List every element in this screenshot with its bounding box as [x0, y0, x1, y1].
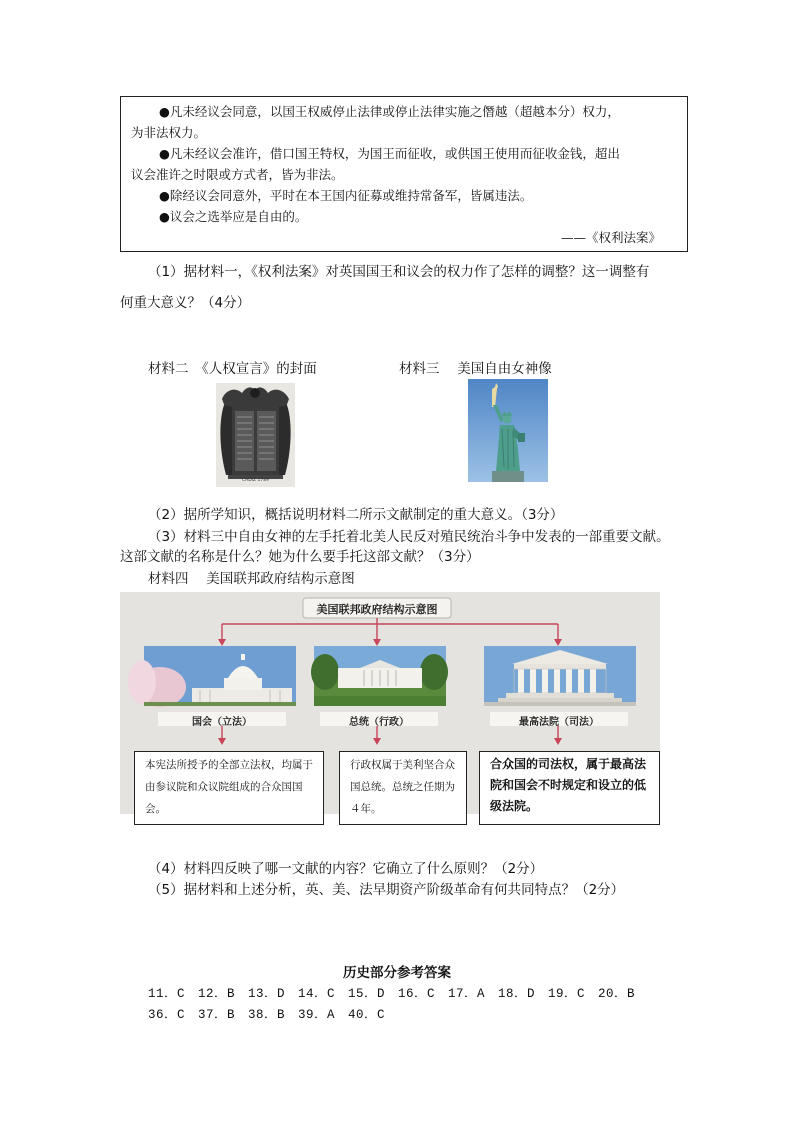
government-structure-figure	[120, 592, 660, 814]
question-3-line2: 这部文献的名称是什么？她为什么要手托这部文献？（3分）	[120, 549, 480, 565]
material1-line: 议会准许之时限或方式者，皆为非法。	[131, 167, 344, 182]
answers-title: 历史部分参考答案	[343, 965, 451, 981]
material1-source: ——《权利法案》	[560, 230, 661, 245]
branch-caption-president: 总统（行政）	[349, 717, 409, 728]
question-4: （4）材料四反映了哪一文献的内容？它确立了什么原则？（2分）	[148, 861, 544, 877]
material1-box	[120, 96, 688, 252]
statue-of-liberty-image	[468, 379, 548, 482]
figure-title: 美国联邦政府结构示意图	[316, 603, 438, 616]
branch-caption-court: 最高法院（司法）	[519, 717, 599, 728]
branch-caption-congress: 国会（立法）	[192, 717, 252, 728]
supreme-court-photo	[484, 646, 636, 706]
branch-text-president: 行政权属于美利坚合众国总统。总统之任期为４年。	[339, 751, 467, 825]
white-house-photo	[311, 646, 448, 706]
material1-line: ●凡未经议会准许，借口国王特权，为国王而征收，或供国王使用而征收金钱，超出	[159, 146, 620, 161]
question-2: （2）据所学知识，概括说明材料二所示文献制定的重大意义。（3分）	[148, 507, 564, 523]
answers-row-1: 11．C 12．B 13．D 14．C 15．D 16．C 17．A 18．D 19．C 20．B	[148, 987, 636, 1001]
material4-label: 材料四 美国联邦政府结构示意图	[148, 571, 355, 587]
material3-label: 材料三 美国自由女神像	[399, 361, 552, 377]
question-5: （5）据材料和上述分析，英、美、法早期资产阶级革命有何共同特点？（2分）	[148, 882, 625, 898]
material1-line: 为非法权力。	[131, 125, 207, 140]
material1-line: ●议会之选举应是自由的。	[159, 209, 308, 224]
material1-line: ●凡未经议会同意，以国王权威停止法律或停止法律实施之僭越（超越本分）权力，	[159, 104, 620, 119]
branch-text-court: 合众国的司法权，属于最高法院和国会不时规定和设立的低级法院。	[479, 751, 660, 825]
material2-label: 材料二 《人权宣言》的封面	[148, 361, 317, 377]
material1-line: ●除经议会同意外，平时在本王国内征募或维持常备军，皆属违法。	[159, 188, 533, 203]
question-1-line1: （1）据材料一，《权利法案》对英国国王和议会的权力作了怎样的调整？这一调整有	[148, 264, 650, 280]
branch-text-congress: 本宪法所授予的全部立法权，均属于由参议院和众议院组成的合众国国会。	[134, 751, 324, 825]
question-3-line1: （3）材料三中自由女神的左手托着北美人民反对殖民统治斗争中发表的一部重要文献。	[148, 529, 670, 545]
declaration-cover-caption: CADIZ 1789	[242, 478, 269, 483]
capitol-photo	[128, 646, 296, 707]
declaration-cover-image	[216, 383, 295, 487]
question-1-line2: 何重大意义？（4分）	[120, 295, 251, 311]
answers-row-2: 36．C 37．B 38．B 39．A 40．C	[148, 1008, 386, 1022]
